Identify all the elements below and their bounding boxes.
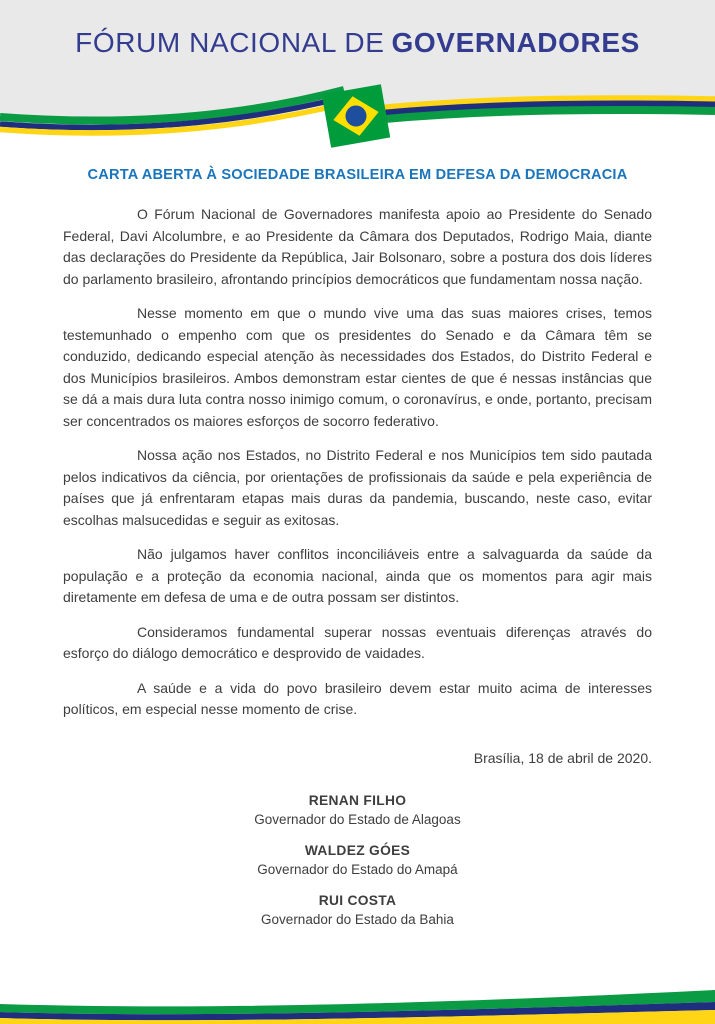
letter-paragraph-2: Nesse momento em que o mundo vive uma das suas maiores crises, temos testemunhado o empenho com que os presidentes do Senado e da Câmara têm se conduzido, dedicando especial atenção às necessidades dos Estados, do Distrito Federal e dos Municípios brasileiros. Ambos demonstram estar cientes de que é nessas instâncias que se dá a mais dura luta contra nosso inimigo comum, o coronavírus, e onde, portanto, precisam ser concentrados os maiores esforços de socorro federativo. <box>63 305 652 429</box>
ribbon-right <box>374 98 715 120</box>
signatory-role: Governador do Estado do Amapá <box>257 862 458 877</box>
org-name-regular: FÓRUM NACIONAL DE <box>75 27 385 58</box>
letterhead-ribbon <box>0 0 715 170</box>
letter-paragraph-6: A saúde e a vida do povo brasileiro devem estar muito acima de interesses políticos, em especial nesse momento de crise. <box>63 679 652 717</box>
signature-block <box>63 841 652 879</box>
footer-ribbon <box>0 978 715 1024</box>
signatory-role: Governador do Estado de Alagoas <box>254 812 461 827</box>
dateline: Brasília, 18 de abril de 2020. <box>473 749 652 766</box>
signatory-role: Governador do Estado da Bahia <box>261 912 454 927</box>
letter-paragraph-1: O Fórum Nacional de Governadores manifesta apoio ao Presidente do Senado Federal, Davi Alcolumbre, e ao Presidente da Câmara dos Deputados, Rodrigo Maia, diante das declarações do Presidente da República, Jair Bolsonaro, sobre a postura dos dois líderes do parlamento brasileiro, afrontando princípios democráticos que fundamentam nossa nação. <box>63 206 652 287</box>
brazil-flag-icon <box>322 84 390 148</box>
signature-block <box>63 791 652 829</box>
org-name <box>0 27 715 59</box>
signatures <box>63 791 652 929</box>
letter-paragraph-5: Consideramos fundamental superar nossas eventuais diferenças através do esforço do diálogo democrático e desprovido de vaidades. <box>63 623 652 661</box>
letter-body <box>63 204 652 941</box>
letter-paragraph-3: Nossa ação nos Estados, no Distrito Federal e nos Municípios tem sido pautada pelos indicativos da ciência, por orientações de profissionais da saúde e pela experiência de países que já enfrentaram etapas mais duras da pandemia, buscando, neste caso, evitar escolhas malsucedidas e seguir as exitosas. <box>63 447 652 528</box>
letter-title: CARTA ABERTA À SOCIEDADE BRASILEIRA EM DEFESA DA DEMOCRACIA <box>87 167 628 183</box>
letter-paragraph-4: Não julgamos haver conflitos inconciliáveis entre a salvaguarda da saúde da população e a proteção da economia nacional, ainda que os momentos para agir mais diretamente em defesa de uma e de outra possam ser distintos. <box>63 546 652 605</box>
org-name-bold: GOVERNADORES <box>391 27 640 58</box>
signatory-name: WALDEZ GÓES <box>304 843 411 858</box>
signatory-name: RENAN FILHO <box>308 793 407 808</box>
signature-block <box>63 891 652 929</box>
signatory-name: RUI COSTA <box>318 893 397 908</box>
